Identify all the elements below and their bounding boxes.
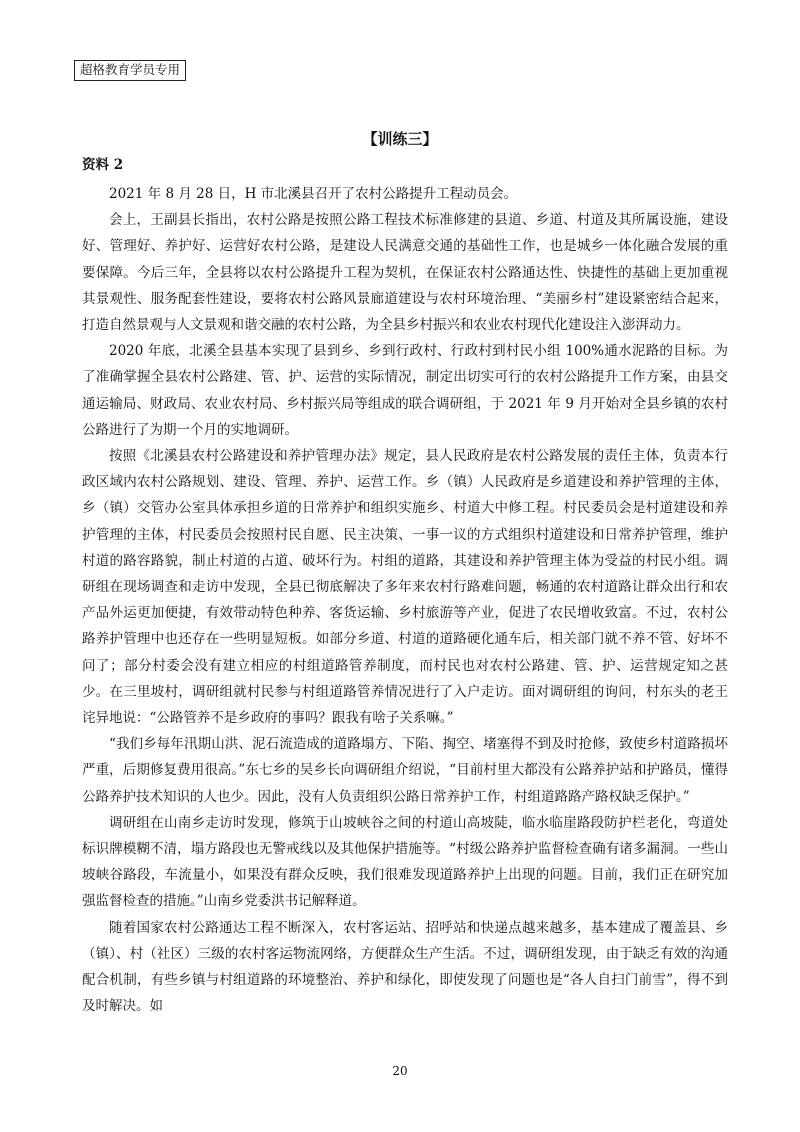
paragraph: 2021 年 8 月 28 日，H 市北溪县召开了农村公路提升工程动员会。 bbox=[109, 186, 518, 202]
paragraph: 调研组在山南乡走访时发现，修筑于山坡峡谷之间的村道山高坡陡，临水临崖路段防护栏老化，弯道处标识牌模糊不清，塌方路段也无警戒线以及其他保护措施等。“村级公路养护监督检查确有诸多漏洞。一些山坡峡谷路段，车流量小，如果没有群众反映，我们很难发现道路养护上出现的问题。目前，我们正在研究加强监督检查的措施。”山南乡党委洪书记解释道。 bbox=[82, 814, 728, 910]
paragraph: 按照《北溪县农村公路建设和养护管理办法》规定，县人民政府是农村公路发展的责任主体，负责本行政区域内农村公路规划、建设、管理、养护、运营工作。乡（镇）人民政府是乡道建设和养护管理的主体，乡（镇）交管办公室具体承担乡道的日常养护和组织实施乡、村道大中修工程。村民委员会是村道建设和养护管理的主体，村民委员会按照村民自愿、民主决策、一事一议的方式组织村道建设和日常养护管理，维护村道的路容路貌，制止村道的占道、破坏行为。村组的道路，其建设和养护管理主体为受益的村民小组。调研组在现场调查和走访中发现，全县已彻底解决了多年来农村行路难问题，畅通的农村道路让群众出行和农产品外运更加便捷，有效带动特色种养、客货运输、乡村旅游等产业，促进了农民增收致富。不过，农村公路养护管理中也还存在一些明显短板。如部分乡道、村道的道路硬化通车后，相关部门就不养不管、好坏不问了；部分村委会没有建立相应的村组道路管养制度，而村民也对农村公路建、管、护、运营规定知之甚少。在三里坡村，调研组就村民参与村组道路管养情况进行了入户走访。面对调研组的询问，村东头的老王诧异地说：“公路管养不是乡政府的事吗？跟我有啥子关系嘛。” bbox=[82, 448, 728, 727]
page-number: 20 bbox=[392, 1064, 408, 1078]
document-body bbox=[82, 155, 728, 1020]
paragraph: 会上，王副县长指出，农村公路是按照公路工程技术标准修建的县道、乡道、村道及其所属设施，建设好、管理好、养护好、运营好农村公路，是建设人民满意交通的基础性工作，也是城乡一体化融合发展的重要保障。今后三年，全县将以农村公路提升工程为契机，在保证农村公路通达性、快捷性的基础上更加重视其景观性、服务配套性建设，要将农村公路风景廊道建设与农村环境治理、“美丽乡村”建设紧密结合起来，打造自然景观与人文景观和谐交融的农村公路，为全县乡村振兴和农业农村现代化建设注入澎湃动力。 bbox=[82, 212, 728, 334]
paragraph: “我们乡每年汛期山洪、泥石流造成的道路塌方、下陷、掏空、堵塞得不到及时抢修，致使乡村道路损坏严重，后期修复费用很高。”东七乡的吴乡长向调研组介绍说，“目前村里大都没有公路养护站和护路员，懂得公路养护技术知识的人也少。因此，没有人负责组织公路日常养护工作，村组道路路产路权缺乏保护。” bbox=[82, 736, 728, 805]
page-title: 【训练三】 bbox=[362, 130, 438, 148]
section-label: 资料 2 bbox=[82, 157, 124, 173]
header-label: 超格教育学员专用 bbox=[74, 60, 186, 81]
paragraph: 随着国家农村公路通达工程不断深入，农村客运站、招呼站和快递点越来越多，基本建成了覆盖县、乡（镇）、村（社区）三级的农村客运物流网络，方便群众生产生活。不过，调研组发现，由于缺乏有效的沟通配合机制，有些乡镇与村组道路的环境整治、养护和绿化，即使发现了问题也是“各人自扫门前雪”，得不到及时解决。如 bbox=[82, 919, 728, 1015]
paragraph: 2020 年底，北溪全县基本实现了县到乡、乡到行政村、行政村到村民小组 100%通水泥路的目标。为了准确掌握全县农村公路建、管、护、运营的实际情况，制定出切实可行的农村公路提升工作方案，由县交通运输局、财政局、农业农村局、乡村振兴局等组成的联合调研组，于 2021 年 9 月开始对全县乡镇的农村公路进行了为期一个月的实地调研。 bbox=[82, 343, 728, 438]
